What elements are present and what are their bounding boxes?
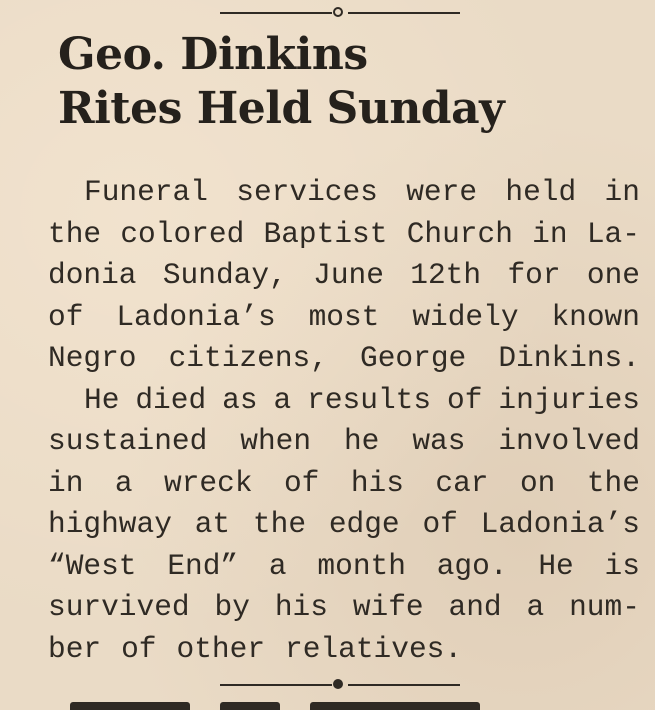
body-word: wreck bbox=[164, 465, 253, 500]
body-word: edge bbox=[328, 507, 400, 541]
body-word: num- bbox=[569, 590, 640, 624]
body-word: a bbox=[273, 382, 292, 417]
body-word: survived bbox=[48, 590, 190, 624]
body-word: Negro bbox=[48, 341, 137, 375]
body-word: for bbox=[507, 258, 561, 292]
body-word: End” bbox=[167, 548, 239, 583]
body-line bbox=[48, 587, 640, 629]
body-line bbox=[48, 629, 640, 671]
body-word: highway bbox=[48, 507, 172, 541]
article-body bbox=[48, 172, 640, 670]
body-word: month bbox=[317, 548, 406, 583]
body-word: involved bbox=[498, 424, 640, 458]
bottom-ornamental-rule bbox=[220, 678, 460, 692]
body-word: widely bbox=[412, 299, 519, 334]
body-word: at bbox=[194, 507, 231, 541]
body-word: in bbox=[532, 216, 568, 251]
body-word: relatives. bbox=[285, 631, 463, 666]
body-word: wife bbox=[352, 590, 424, 624]
body-line bbox=[48, 255, 640, 297]
top-ornamental-rule bbox=[220, 6, 460, 20]
body-word: one bbox=[586, 258, 640, 292]
body-word: of bbox=[283, 465, 320, 500]
body-word: as bbox=[222, 382, 258, 417]
body-word: his bbox=[350, 465, 404, 500]
body-word: La- bbox=[586, 216, 640, 251]
body-word: Ladonia’s bbox=[480, 507, 640, 541]
body-word: of bbox=[121, 631, 157, 666]
body-word: other bbox=[176, 631, 266, 666]
body-word: and bbox=[448, 590, 502, 624]
body-word: the bbox=[586, 465, 640, 500]
body-word: is bbox=[604, 548, 640, 583]
body-line bbox=[48, 297, 640, 339]
body-line bbox=[48, 463, 640, 505]
body-line bbox=[48, 504, 640, 546]
next-article-headline-fragment bbox=[60, 696, 620, 710]
body-word: in bbox=[604, 175, 640, 209]
body-word: 12th bbox=[410, 258, 482, 292]
body-word: most bbox=[308, 299, 380, 334]
body-word: services bbox=[236, 175, 378, 209]
body-word: was bbox=[412, 424, 466, 458]
body-line bbox=[48, 546, 640, 588]
body-word: Ladonia’s bbox=[116, 299, 276, 334]
body-word: injuries bbox=[498, 382, 640, 417]
body-word: “West bbox=[48, 548, 137, 583]
body-word: Baptist bbox=[263, 216, 388, 251]
body-word: Sunday, bbox=[162, 258, 287, 292]
body-line bbox=[48, 338, 640, 380]
body-word: held bbox=[505, 175, 577, 209]
body-word: a bbox=[526, 590, 545, 624]
body-line bbox=[48, 172, 640, 214]
body-word: known bbox=[551, 299, 640, 334]
body-word: of bbox=[422, 507, 458, 541]
body-word: a bbox=[268, 548, 287, 583]
body-word: ago. bbox=[436, 548, 508, 583]
headline-line-1: Geo. Dinkins bbox=[58, 29, 368, 80]
headline-line-2: Rites Held Sunday bbox=[58, 83, 505, 134]
body-word: of bbox=[447, 382, 483, 417]
body-word: of bbox=[48, 299, 84, 334]
body-word: the bbox=[252, 507, 307, 541]
body-word: citizens, bbox=[168, 341, 328, 375]
body-word: results bbox=[307, 382, 432, 417]
body-word: colored bbox=[120, 216, 245, 251]
body-word: donia bbox=[48, 258, 137, 292]
body-word: Funeral bbox=[84, 175, 208, 209]
body-word: Dinkins. bbox=[498, 341, 640, 375]
body-line bbox=[48, 421, 640, 463]
body-word: when bbox=[240, 424, 312, 458]
body-word: Church bbox=[406, 216, 513, 251]
body-word: He bbox=[538, 548, 574, 583]
body-word: June bbox=[313, 258, 384, 292]
body-word: ber bbox=[48, 631, 102, 666]
body-word: he bbox=[343, 424, 380, 458]
body-word: in bbox=[48, 465, 84, 500]
body-word: George bbox=[360, 341, 467, 375]
body-word: his bbox=[274, 590, 328, 624]
body-line bbox=[48, 380, 640, 422]
body-word: by bbox=[214, 590, 250, 624]
body-word: were bbox=[406, 175, 478, 209]
body-word: sustained bbox=[48, 424, 208, 458]
body-word: He bbox=[84, 382, 120, 417]
body-word: a bbox=[114, 465, 133, 500]
body-word: on bbox=[519, 465, 556, 500]
body-word: died bbox=[135, 382, 207, 417]
body-word: the bbox=[48, 216, 102, 251]
body-line bbox=[48, 214, 640, 256]
body-word: car bbox=[435, 465, 489, 500]
headline bbox=[58, 28, 638, 136]
